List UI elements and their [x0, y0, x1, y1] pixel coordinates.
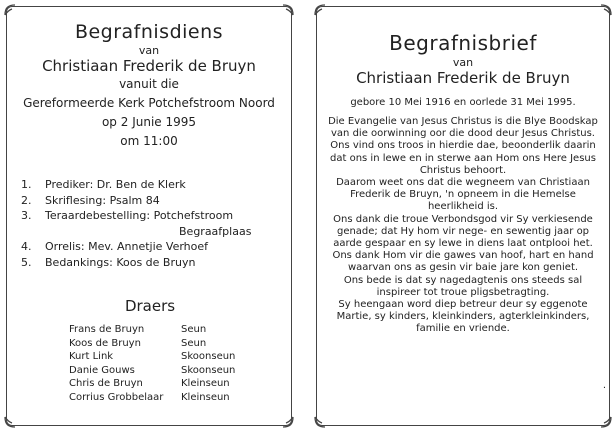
service-date: op 2 Junie 1995: [101, 115, 197, 129]
bearer-name: Kurt Link: [69, 351, 114, 363]
corner-ornament: [599, 3, 613, 17]
corner-ornament: [3, 415, 17, 429]
letter-paragraph: Ons bede is dat sy nagedagtenis ons steeds sal inspireer tot troue pligsbetragting.: [343, 274, 583, 298]
program-item: [21, 193, 281, 209]
letter-paragraph: Ons dank Hom vir die gawes van hoof, hart en hand waarvan ons as gesin vir baie jare kon geniet.: [332, 250, 594, 274]
bearer-row: [69, 364, 235, 378]
vanuit-label: vanuit die: [119, 77, 179, 91]
program-item-text: Prediker: Dr. Ben de Klerk: [45, 178, 186, 191]
program-item-number: 2.: [21, 193, 32, 207]
bearer-name: Danie Gouws: [69, 364, 135, 376]
bearer-relation: Skoonseun: [181, 364, 236, 376]
bearer-relation: Kleinseun: [181, 378, 230, 390]
bearers-list: [69, 323, 235, 405]
letter-paragraph: Ons dank die troue Verbondsgod vir Sy verkiesende genade; dat Hy hom vir nege- en sewentig jaar op aarde gespaar en sy lewe in diens laat ontplooi het.: [333, 213, 593, 250]
letter-paragraph: Die Evangelie van Jesus Christus is die Blye Boodskap van die oorwinning oor die dood deur Jesus Christus.: [328, 116, 598, 140]
bearer-name: Chris de Bruyn: [69, 378, 143, 390]
corner-ornament: [3, 3, 17, 17]
corner-ornament: [281, 3, 295, 17]
program-item-text: Skriflesing: Psalm 84: [45, 193, 160, 207]
bearer-name: Corrius Grobbelaar: [69, 391, 164, 403]
corner-ornament: [599, 415, 613, 429]
letter-paragraph: Daarom weet ons dat die wegneem van Christiaan Frederik de Bruyn, 'n opneem in die Hemelse heerlikheid is.: [336, 177, 590, 213]
letter-title: Begrafnisbrief: [389, 31, 537, 55]
van-label: van: [452, 56, 474, 69]
life-dates: gebore 10 Mei 1916 en oorlede 31 Mei 1995.: [350, 97, 576, 108]
program-item: [21, 239, 281, 255]
bearer-row: [69, 350, 235, 364]
corner-ornament: [281, 415, 295, 429]
bearer-relation: Seun: [181, 337, 207, 349]
program-item: [21, 208, 281, 224]
program-item-text: Orrelis: Mev. Annetjie Verhoef: [45, 240, 209, 253]
program-item-number: 5.: [21, 255, 32, 269]
service-title: Begrafnisdiens: [74, 21, 224, 43]
program-item-text: Teraardebestelling: Potchefstroom: [45, 209, 234, 222]
program-item-continuation: Begraafplaas: [179, 224, 252, 238]
program-item-number: 3.: [21, 209, 32, 222]
corner-ornament: [313, 3, 327, 17]
funeral-letter-panel: [316, 6, 610, 426]
bearer-relation: Seun: [181, 324, 207, 335]
program-item-number: 4.: [21, 240, 32, 253]
bearer-row: [69, 337, 235, 351]
letter-body: [327, 116, 599, 336]
bearer-name: Frans de Bruyn: [69, 324, 145, 335]
service-time: om 11:00: [120, 134, 178, 148]
bearer-name: Koos de Bruyn: [69, 337, 141, 349]
corner-ornament: [313, 415, 327, 429]
deceased-name: Christiaan Frederik de Bruyn: [356, 69, 570, 87]
program-list: [21, 177, 281, 270]
van-label: van: [138, 44, 160, 57]
letter-paragraph: Ons vind ons troos in hierdie dae, beoonderlik daarin dat ons in lewe en in sterwe aan Hom ons Here Jesus Christus behoort.: [330, 140, 596, 176]
letter-paragraph: Sy heengaan word diep betreur deur sy eggenote Martie, sy kinders, kleinkinders, agterkleinkinders, familie en vriende.: [336, 299, 590, 335]
bearer-row: [69, 391, 235, 405]
program-item-text: Bedankings: Koos de Bruyn: [45, 255, 196, 269]
church-name: Gereformeerde Kerk Potchefstroom Noord: [23, 96, 275, 110]
bearer-relation: Kleinseun: [181, 391, 230, 403]
bearer-row: [69, 323, 235, 337]
program-item: [21, 177, 281, 193]
program-item: [21, 255, 281, 271]
bearer-row: [69, 377, 235, 391]
funeral-service-panel: [6, 6, 292, 426]
deceased-name: Christiaan Frederik de Bruyn: [42, 57, 256, 75]
bearers-heading: Draers: [124, 297, 176, 315]
margin-mark: ·: [602, 383, 606, 394]
bearer-relation: Skoonseun: [181, 351, 236, 363]
program-item-number: 1.: [21, 178, 32, 191]
